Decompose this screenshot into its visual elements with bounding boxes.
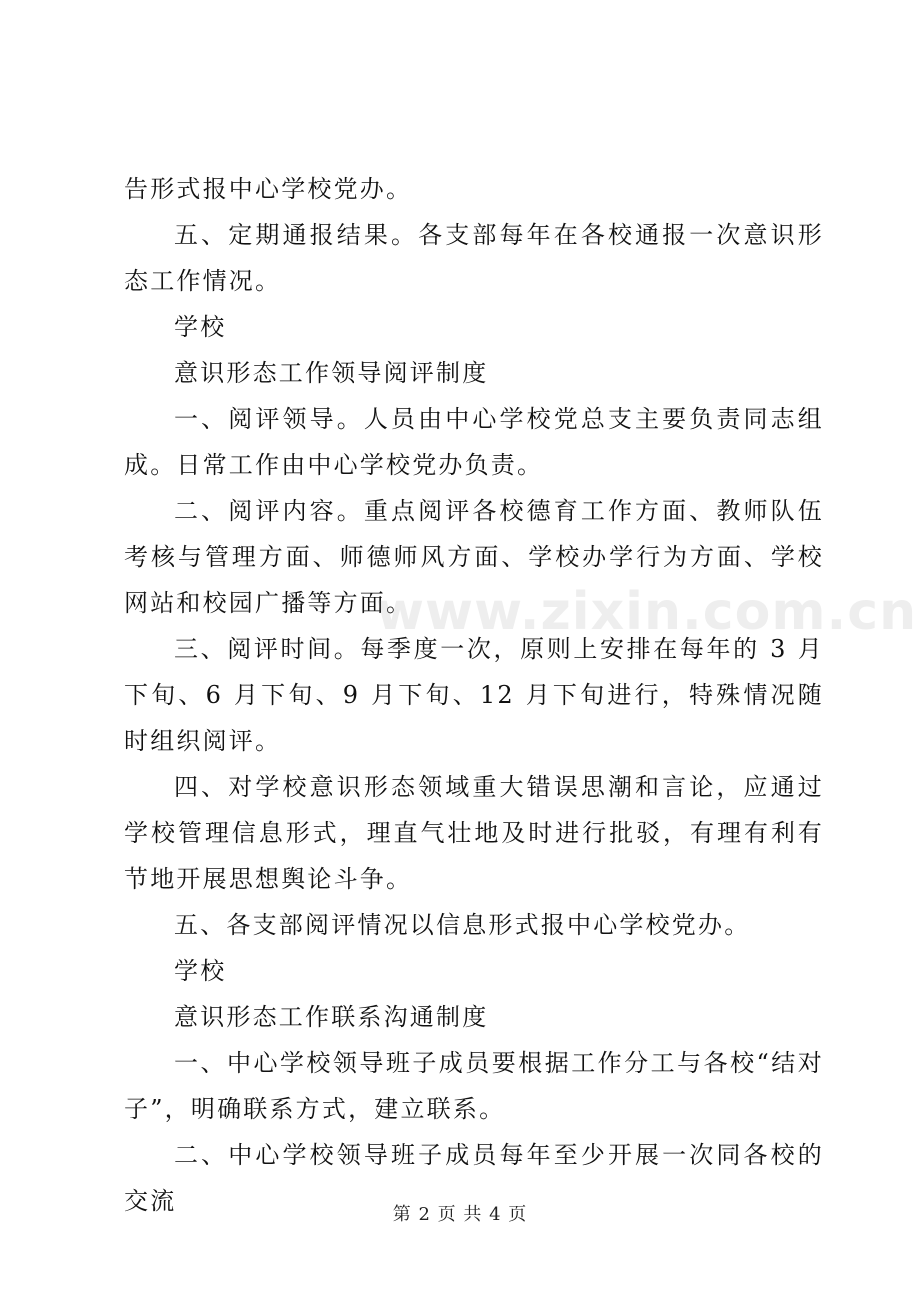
section-label-school-1: 学校 bbox=[174, 313, 227, 341]
watermark-text: www.zixin.com.cn bbox=[376, 582, 918, 642]
page-footer: 第 2 页 共 4 页 bbox=[392, 1204, 528, 1225]
paragraph-review-time: 三、阅评时间。每季度一次，原则上安排在每年的 3 月下旬、6 月下旬、9 月下旬、12 月下旬进行，特殊情况随时组织阅评。 bbox=[124, 635, 824, 755]
paragraph-review-report: 五、各支部阅评情况以信息形式报中心学校党办。 bbox=[174, 911, 751, 939]
section-title-review-system: 意识形态工作领导阅评制度 bbox=[174, 359, 489, 387]
paragraph-review-content: 二、阅评内容。重点阅评各校德育工作方面、教师队伍考核与管理方面、师德师风方面、学校办学行为方面、学校网站和校园广播等方面。 bbox=[124, 497, 824, 617]
paragraph-1: 告形式报中心学校党办。 bbox=[124, 175, 413, 203]
section-title-liaison-system: 意识形态工作联系沟通制度 bbox=[174, 1003, 489, 1031]
document-body bbox=[124, 166, 824, 1224]
paragraph-liaison-exchange: 二、中心学校领导班子成员每年至少开展一次同各校的交流 bbox=[124, 1141, 824, 1215]
section-label-school-2: 学校 bbox=[174, 957, 227, 985]
paragraph-2: 五、定期通报结果。各支部每年在各校通报一次意识形态工作情况。 bbox=[124, 221, 824, 295]
paragraph-review-rebuttal: 四、对学校意识形态领域重大错误思潮和言论，应通过学校管理信息形式，理直气壮地及时进行批驳，有理有利有节地开展思想舆论斗争。 bbox=[124, 773, 824, 893]
paragraph-liaison-pairing: 一、中心学校领导班子成员要根据工作分工与各校“结对子”，明确联系方式，建立联系。 bbox=[124, 1049, 824, 1123]
paragraph-review-leadership: 一、阅评领导。人员由中心学校党总支主要负责同志组成。日常工作由中心学校党办负责。 bbox=[124, 405, 824, 479]
